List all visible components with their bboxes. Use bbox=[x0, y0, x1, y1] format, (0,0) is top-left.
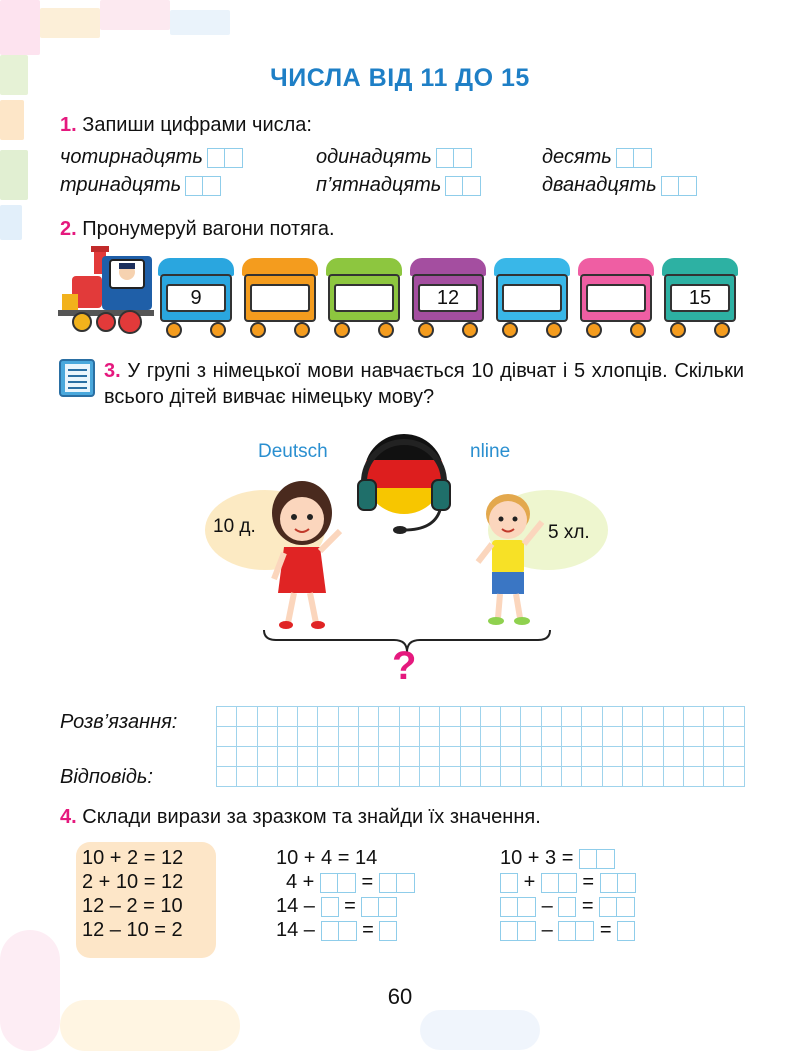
task-number: 3. bbox=[104, 360, 121, 382]
answer-cells[interactable] bbox=[379, 921, 397, 941]
answer-cells[interactable] bbox=[321, 897, 339, 917]
expression: 10 + 3 = bbox=[500, 846, 615, 870]
answer-cells[interactable] bbox=[599, 897, 635, 917]
answer-cells[interactable] bbox=[320, 873, 356, 893]
wagon-number[interactable] bbox=[334, 284, 394, 312]
task-text: Запиши цифрами числа: bbox=[82, 114, 312, 136]
task-text: Склади вирази за зразком та знайди їх значення. bbox=[82, 806, 541, 828]
train bbox=[58, 246, 748, 336]
word-item bbox=[316, 174, 481, 197]
question-mark: ? bbox=[392, 644, 417, 688]
wagon-number[interactable] bbox=[250, 284, 310, 312]
task-number: 1. bbox=[60, 114, 77, 136]
expression: 14 – = bbox=[276, 894, 397, 918]
answer-cells[interactable] bbox=[616, 148, 652, 168]
answer-cells[interactable] bbox=[541, 873, 577, 893]
number-word: п’ятнадцять bbox=[316, 174, 442, 196]
locomotive-icon bbox=[58, 246, 158, 336]
answer-cells[interactable] bbox=[600, 873, 636, 893]
answer-cells[interactable] bbox=[558, 897, 576, 917]
word-item bbox=[60, 146, 243, 169]
word-item bbox=[542, 174, 697, 197]
task3-text bbox=[104, 358, 744, 410]
word-item bbox=[60, 174, 221, 197]
answer-cells[interactable] bbox=[436, 148, 472, 168]
wagon bbox=[158, 258, 234, 322]
task-number: 4. bbox=[60, 806, 77, 828]
logo-text-right: nline bbox=[470, 441, 511, 462]
number-word: тринадцять bbox=[60, 174, 182, 196]
corner-decoration bbox=[100, 0, 170, 30]
corner-decoration bbox=[420, 1010, 540, 1050]
answer-cells[interactable] bbox=[379, 873, 415, 893]
number-word: чотирнадцять bbox=[60, 146, 203, 168]
expression: – = bbox=[500, 894, 635, 918]
wagon-number[interactable]: 15 bbox=[670, 284, 730, 312]
corner-decoration bbox=[170, 10, 230, 35]
word-item bbox=[542, 146, 652, 169]
answer-cells[interactable] bbox=[579, 849, 615, 869]
answer-cells[interactable] bbox=[185, 176, 221, 196]
expression: 4 + = bbox=[286, 870, 415, 894]
number-word: десять bbox=[542, 146, 612, 168]
answer-cells[interactable] bbox=[445, 176, 481, 196]
answer-cells[interactable] bbox=[207, 148, 243, 168]
expression: 10 + 4 = 14 bbox=[276, 847, 378, 869]
wagon-number[interactable] bbox=[502, 284, 562, 312]
wagon bbox=[410, 258, 486, 322]
expression: – = bbox=[500, 918, 635, 942]
wagon-number[interactable] bbox=[586, 284, 646, 312]
sample-expression: 2 + 10 = 12 bbox=[82, 871, 184, 893]
wagon bbox=[326, 258, 402, 322]
answer-cells[interactable] bbox=[361, 897, 397, 917]
corner-decoration bbox=[0, 0, 40, 55]
task2-heading bbox=[60, 218, 335, 241]
number-word: одинадцять bbox=[316, 146, 432, 168]
word-item bbox=[316, 146, 472, 169]
task-text: Пронумеруй вагони потяга. bbox=[82, 218, 335, 240]
boy-icon bbox=[466, 486, 556, 631]
answer-cells[interactable] bbox=[617, 921, 635, 941]
answer-grid[interactable] bbox=[216, 746, 745, 787]
wagon bbox=[578, 258, 654, 322]
corner-decoration bbox=[40, 8, 100, 38]
wagon-number[interactable]: 12 bbox=[418, 284, 478, 312]
task-text: У групі з німецької мови навчається 10 дівчат і 5 хлопців. Скільки всього дітей вивчає німецьку мову? bbox=[104, 360, 744, 408]
task-number: 2. bbox=[60, 218, 77, 240]
wagon bbox=[662, 258, 738, 322]
answer-label: Відповідь: bbox=[60, 766, 153, 788]
headphones-flag-icon bbox=[354, 422, 454, 537]
task1-heading bbox=[60, 114, 312, 137]
task4-heading bbox=[60, 806, 541, 829]
answer-cells[interactable] bbox=[500, 873, 518, 893]
girl-icon bbox=[262, 475, 352, 635]
logo-text-left: Deutsch bbox=[258, 441, 328, 462]
expression: + = bbox=[500, 870, 636, 894]
corner-decoration bbox=[0, 100, 24, 140]
page-title: ЧИСЛА ВІД 11 ДО 15 bbox=[270, 64, 530, 92]
sample-expression: 12 – 10 = 2 bbox=[82, 919, 183, 941]
girls-label: 10 д. bbox=[213, 516, 256, 537]
number-word: дванадцять bbox=[542, 174, 657, 196]
solution-grid[interactable] bbox=[216, 706, 745, 747]
page-number: 60 bbox=[387, 984, 413, 1009]
boys-label: 5 хл. bbox=[548, 522, 590, 543]
wagon-number[interactable]: 9 bbox=[166, 284, 226, 312]
corner-decoration bbox=[0, 150, 28, 200]
notebook-icon bbox=[58, 358, 98, 400]
expression: 14 – = bbox=[276, 918, 397, 942]
answer-cells[interactable] bbox=[661, 176, 697, 196]
answer-cells[interactable] bbox=[321, 921, 357, 941]
wagon bbox=[242, 258, 318, 322]
answer-cells[interactable] bbox=[558, 921, 594, 941]
corner-decoration bbox=[0, 205, 22, 240]
wagon bbox=[494, 258, 570, 322]
answer-cells[interactable] bbox=[500, 897, 536, 917]
sample-expression: 10 + 2 = 12 bbox=[82, 847, 184, 869]
answer-cells[interactable] bbox=[500, 921, 536, 941]
solution-label: Розв’язання: bbox=[60, 711, 178, 733]
sample-expression: 12 – 2 = 10 bbox=[82, 895, 183, 917]
